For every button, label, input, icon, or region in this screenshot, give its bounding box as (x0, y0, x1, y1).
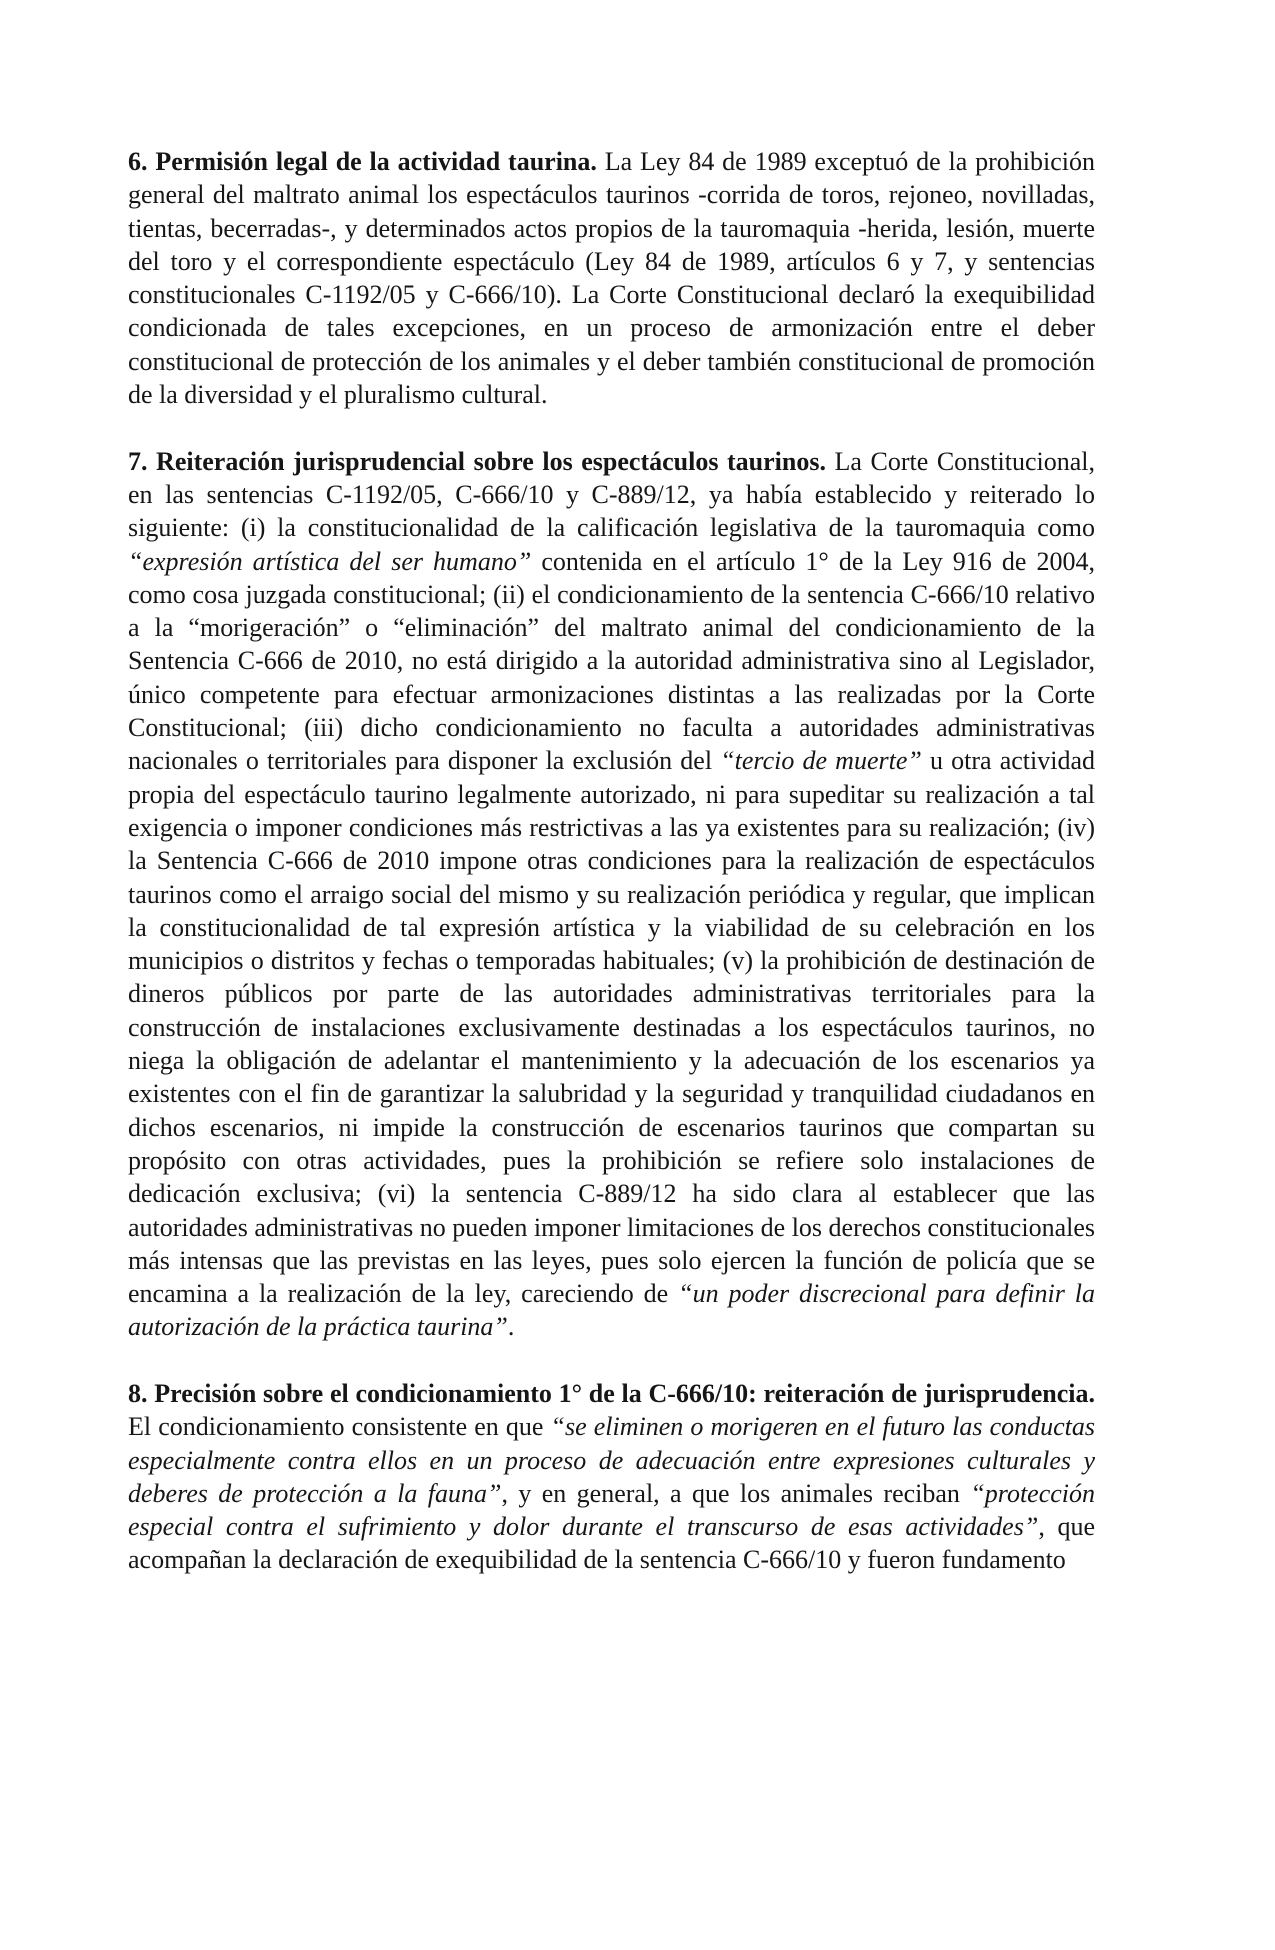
text-segment: La Corte Constitucional, en las sentencias C-1192/05, C-666/10 y C-889/12, ya había establecido y reiterado lo siguiente: (i) la constitucionalidad de la calificación legislativa de la tauromaquia como (128, 446, 1095, 543)
text-segment: 7. Reiteración jurisprudencial sobre los espectáculos taurinos. (128, 446, 835, 476)
text-segment: 8. Precisión sobre el condicionamiento 1° de la C-666/10: reiteración de jurisprudencia. (128, 1378, 1095, 1408)
text-segment: , y en general, a que los animales reciban (501, 1478, 971, 1508)
text-segment: “un poder discrecional para definir la autorización de la práctica taurina” (128, 1279, 1095, 1342)
paragraph-6-permision-legal (128, 145, 1095, 411)
text-segment: “protección especial contra el sufrimiento y dolor durante el transcurso de esas actividades” (128, 1478, 1096, 1542)
text-segment: La Ley 84 de 1989 exceptuó de la prohibición general del maltrato animal los espectáculos taurinos -corrida de toros, rejoneo, novilladas, tientas, becerradas-, y determinados actos propios de la tauromaquia -herida, lesión, muerte del toro y el correspondiente espectáculo (Ley 84 de 1989, artículos 6 y 7, y sentencias constitucionales C-1192/05 y C-666/10). La Corte Constitucional declaró la exequibilidad condicionada de tales excepciones, en un proceso de armonización entre el deber constitucional de protección de los animales y el deber también constitucional de promoción de la diversidad y el pluralismo cultural. (128, 147, 1096, 410)
paragraph-8-precision-condicionamiento (128, 1377, 1095, 1577)
text-segment: El condicionamiento consistente en que (128, 1412, 551, 1442)
text-segment: “expresión artística del ser humano” (128, 546, 532, 576)
paragraph-7-reiteracion-jurisprudencial (128, 445, 1095, 1344)
text-segment: , que acompañan la declaración de exequibilidad de la sentencia C-666/10 y fueron fundamento (128, 1512, 1095, 1575)
document-body (128, 145, 1095, 1610)
text-segment: u otra actividad propia del espectáculo taurino legalmente autorizado, ni para supeditar su realización a tal exigencia o imponer condiciones más restrictivas a las ya existentes para su realización; (iv) la Sentencia C-666 de 2010 impone otras condiciones para la realización de espectáculos taurinos como el arraigo social del mismo y su realización periódica y regular, que implican la constitucionalidad de tal expresión artística y la viabilidad de su celebración en los municipios o distritos y fechas o temporadas habituales; (v) la prohibición de destinación de dineros públicos por parte de las autoridades administrativas territoriales para la construcción de instalaciones exclusivamente destinadas a los espectáculos taurinos, no niega la obligación de adelantar el mantenimiento y la adecuación de los escenarios ya existentes con el fin de garantizar la salubridad y la seguridad y tranquilidad ciudadanos en dichos escenarios, ni impide la construcción de escenarios taurinos que compartan su propósito con otras actividades, pues la prohibición se refiere solo instalaciones de dedicación exclusiva; (vi) la sentencia C-889/12 ha sido clara al establecer que las autoridades administrativas no pueden imponer limitaciones de los derechos constitucionales más intensas que las previstas en las leyes, pues solo ejercen la función de policía que se encamina a la realización de la ley, careciendo de (128, 746, 1096, 1309)
text-segment: “se eliminen o morigeren en el futuro las conductas especialmente contra ellos en un proceso de adecuación entre expresiones culturales y deberes de protección a la fauna” (128, 1412, 1095, 1508)
text-segment: contenida en el artículo 1° de la Ley 916 de 2004, como cosa juzgada constitucional; (ii) el condicionamiento de la sentencia C-666/10 relativo a la “morigeración” o “eliminación” del maltrato animal del condicionamiento de la Sentencia C-666 de 2010, no está dirigido a la autoridad administrativa sino al Legislador, único competente para efectuar armonizaciones distintas a las realizadas por la Corte Constitucional; (iii) dicho condicionamiento no faculta a autoridades administrativas nacionales o territoriales para disponer la exclusión del (128, 546, 1095, 776)
text-segment: “tercio de muerte” (720, 746, 922, 776)
text-segment: . (507, 1312, 515, 1342)
text-segment: 6. Permisión legal de la actividad taurina. (128, 147, 605, 176)
